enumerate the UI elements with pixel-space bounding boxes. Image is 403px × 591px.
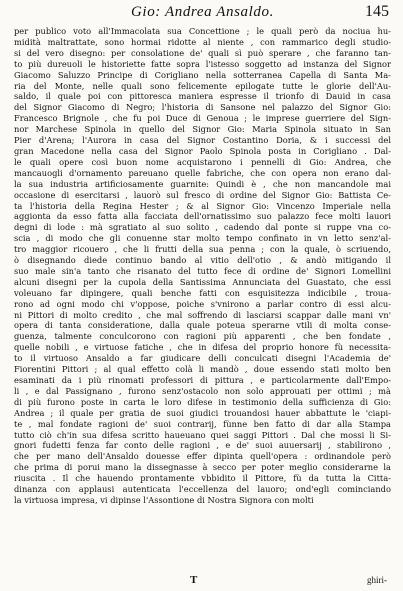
text-line: te , mal fondate ragioni de' suoi contrarij, fùnne ben fatto di dar alla Stampa: [14, 418, 391, 429]
text-line: riuscita . Il che hauendo prontamente vbbidito il Pittore, fù da tutta la Citta-: [14, 473, 391, 484]
text-line: mancauogli d'ornamento pareuano quelle fabriche, che con opera non erano dal-: [14, 167, 391, 178]
text-line: degni di lode : mà sgratiato al suo solito , cadendo dal ponte si ruppe vna co-: [14, 222, 391, 233]
text-line: tro maggior ricouero , che li frutti della sua penna ; con la quale, ò scriuendo,: [14, 244, 391, 255]
catchword: ghiri-: [367, 575, 387, 585]
text-line: le quali opere così buon nome acquistarono i pennelli di Gio: Andrea, che: [14, 156, 391, 167]
text-line: la sua industria artificiosamente guarnite: Quindi è , che non mancandole mai: [14, 178, 391, 189]
text-line: occasione di esercitarsi , lauorò sul fresco di ordine del Signor Gio: Battista Ce-: [14, 189, 391, 200]
body-text: [14, 26, 391, 506]
text-line: ni Pittori di molto credito , che mal soffrendo di lasciarsi scappar dalle mani vn': [14, 309, 391, 320]
text-line: quelle nobili , e virtuose fatiche , che in difesa del proprio honore fù necessita-: [14, 342, 391, 353]
text-line: scia , di modo che gli conuenne star molto tempo confinato in vn letto senz'al-: [14, 233, 391, 244]
text-line: esaminati da i più rinomati professori di pittura , e particolarmente dall'Empo-: [14, 375, 391, 385]
page-header: [14, 4, 391, 26]
running-head: Gio: Andrea Ansaldo.: [131, 4, 274, 20]
text-line: ria del Monte, nelle quali sono felicemente epilogate tutte le glorie dell'Au-: [14, 80, 391, 91]
signature-mark: T: [190, 574, 198, 586]
text-line: midità maltrattate, sono hormai ridotte al niente , con rammarico degli studio-: [14, 36, 391, 47]
text-line: li , e dal Passignano , furono senz'ostacolo non solo approuati per ottimi ; mà: [14, 385, 391, 396]
text-line: di più furono poste in carta le loro difese in testimonio della sufficienza di Gio:: [14, 396, 391, 407]
text-line: saldo, il quale poi con pittoresca maniera espresse il trionfo di Dauid in casa: [14, 91, 391, 102]
text-line: nor Marchese Spinola in quello del Signor Gio: Maria Spinola situato in San: [14, 124, 391, 135]
text-line: gran Macedone nella casa del Signor Paolo Spinola posta in Corigliano . Dal-: [14, 145, 391, 156]
text-line: voleuano far dipingere, quali benche fatti con esquisitezza indicibile , troua-: [14, 287, 391, 298]
text-line: per publico voto all'Immacolata sua Concettione ; le quali però da nociua hu-: [14, 26, 391, 36]
text-line: tutto ciò ch'in sua difesa scritto haueuano quei saggi Pittori . Dal che mossi li Si-: [14, 429, 391, 440]
text-line: to il virtuoso Ansaldo a far giudicare delli conculcati disegni l'Academia de': [14, 353, 391, 364]
text-line: opera di tanta consideratione, dalla quale poteua sperarne vtili di molta conse-: [14, 320, 391, 331]
text-line: ta l'historia della Regina Hester ; & al Signor Gio: Vincenzo Imperiale nella: [14, 200, 391, 211]
text-line: rono ad ogni modo chi v'oppose, poiche s'vnirono a parlar contro di essi alcu-: [14, 298, 391, 309]
text-line: Andrea ; il quale per gratia de suoi giudici trouandosi hauer abbattute le 'ciapi-: [14, 407, 391, 418]
text-line: Fiorentini Pittori ; al qual effetto colà li mandò , doue essendo stati molto ben: [14, 364, 391, 375]
text-line: si del vero disegno: per consolatione de' quali sì può sperare , che faranno tan-: [14, 47, 391, 58]
text-line: dinanza con applausi autenticata l'eccellenza del lauoro; ond'egli cominciando: [14, 484, 391, 495]
text-line: gnori fudetti fenza far conto delle ragioni , e de' suoi auuersarij , stabilirono ,: [14, 440, 391, 451]
text-line: del Signor Giacomo di Negro; l'historia di Sansone nel palazzo del Signor Gio:: [14, 102, 391, 113]
text-line: la virtuosa impresa, vi dipinse l'Assontione di Nostra Signora con molti: [14, 494, 314, 505]
text-line: che prima di porui mano la dissegnasse à secco per poter meglio considerarne la: [14, 462, 391, 473]
text-line: Pier d'Arena; l'Aurora in casa del Signor Costantino Doria, & i successi del: [14, 135, 391, 146]
text-line: che per mano dell'Ansaldo douesse effer dipinta quell'opera : ordinandole però: [14, 451, 391, 462]
text-line: Giacomo Saluzzo Principe di Corigliano nella sotterranea Capella di Santa Ma-: [14, 69, 391, 80]
text-line: alcuni disegni per la cupola della Santissima Annunciata del Guastato, che essi: [14, 276, 391, 287]
text-line: guenza, talmente conculcorono con ragioni più apparenti , che ben fondate ,: [14, 331, 391, 342]
text-line: aggionta da esso fatta alla facciata dell'ornatissimo suo palazzo fece molti lauori: [14, 211, 391, 222]
text-line: ò disegnando diede continuo bando al vitio dell'otio , & andò mitigando il: [14, 255, 391, 266]
page-number: 145: [365, 3, 389, 20]
text-line: Francesco Brignole , che fu poi Duce di Genoua ; le imprese guerriere del Sign-: [14, 113, 391, 124]
text-line: suo male sin'a tanto che risanato del tutto fece di ordine de' Signori Lomellini: [14, 265, 391, 276]
text-line: to più dureuoli le historiette fatte sopra l'istesso soggetto ad instanza del Signor: [14, 58, 391, 69]
